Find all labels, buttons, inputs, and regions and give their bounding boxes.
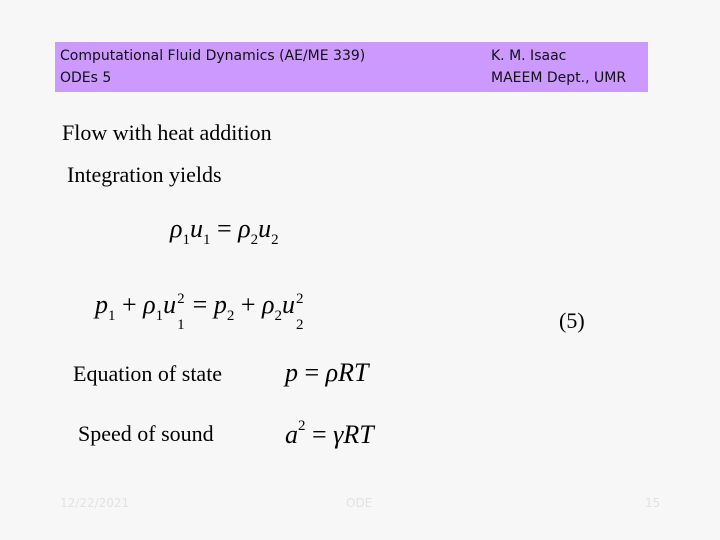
continuity-equation: $\rho_1u_1 = \rho_2u_2$	[170, 214, 279, 248]
author-name: K. M. Isaac	[491, 48, 567, 64]
header-course-info	[60, 45, 365, 89]
equation-of-state-label: Equation of state	[73, 361, 223, 386]
speed-of-sound-equation: $a^2 = \gamma RT$	[285, 418, 374, 449]
intro-text: Integration yields	[67, 162, 222, 187]
slide-heading: Flow with heat addition	[62, 120, 272, 145]
header-author-info	[491, 45, 626, 89]
footer-date: 12/22/2021	[60, 496, 130, 510]
course-title: Computational Fluid Dynamics (AE/ME 339)	[60, 48, 366, 64]
slide-header	[55, 42, 648, 92]
page-number: 15	[645, 496, 661, 510]
momentum-equation: $p_1 + \rho_1u$ 2 1 = $p_2 + \rho_2u$ 2 2	[95, 290, 304, 333]
equation-number: (5)	[559, 308, 585, 333]
lecture-topic: ODEs 5	[60, 70, 112, 86]
author-department: MAEEM Dept., UMR	[491, 70, 627, 86]
equation-of-state: p = ρRT	[285, 358, 369, 387]
footer-title: ODE	[346, 496, 373, 510]
speed-of-sound-label: Speed of sound	[78, 421, 214, 446]
